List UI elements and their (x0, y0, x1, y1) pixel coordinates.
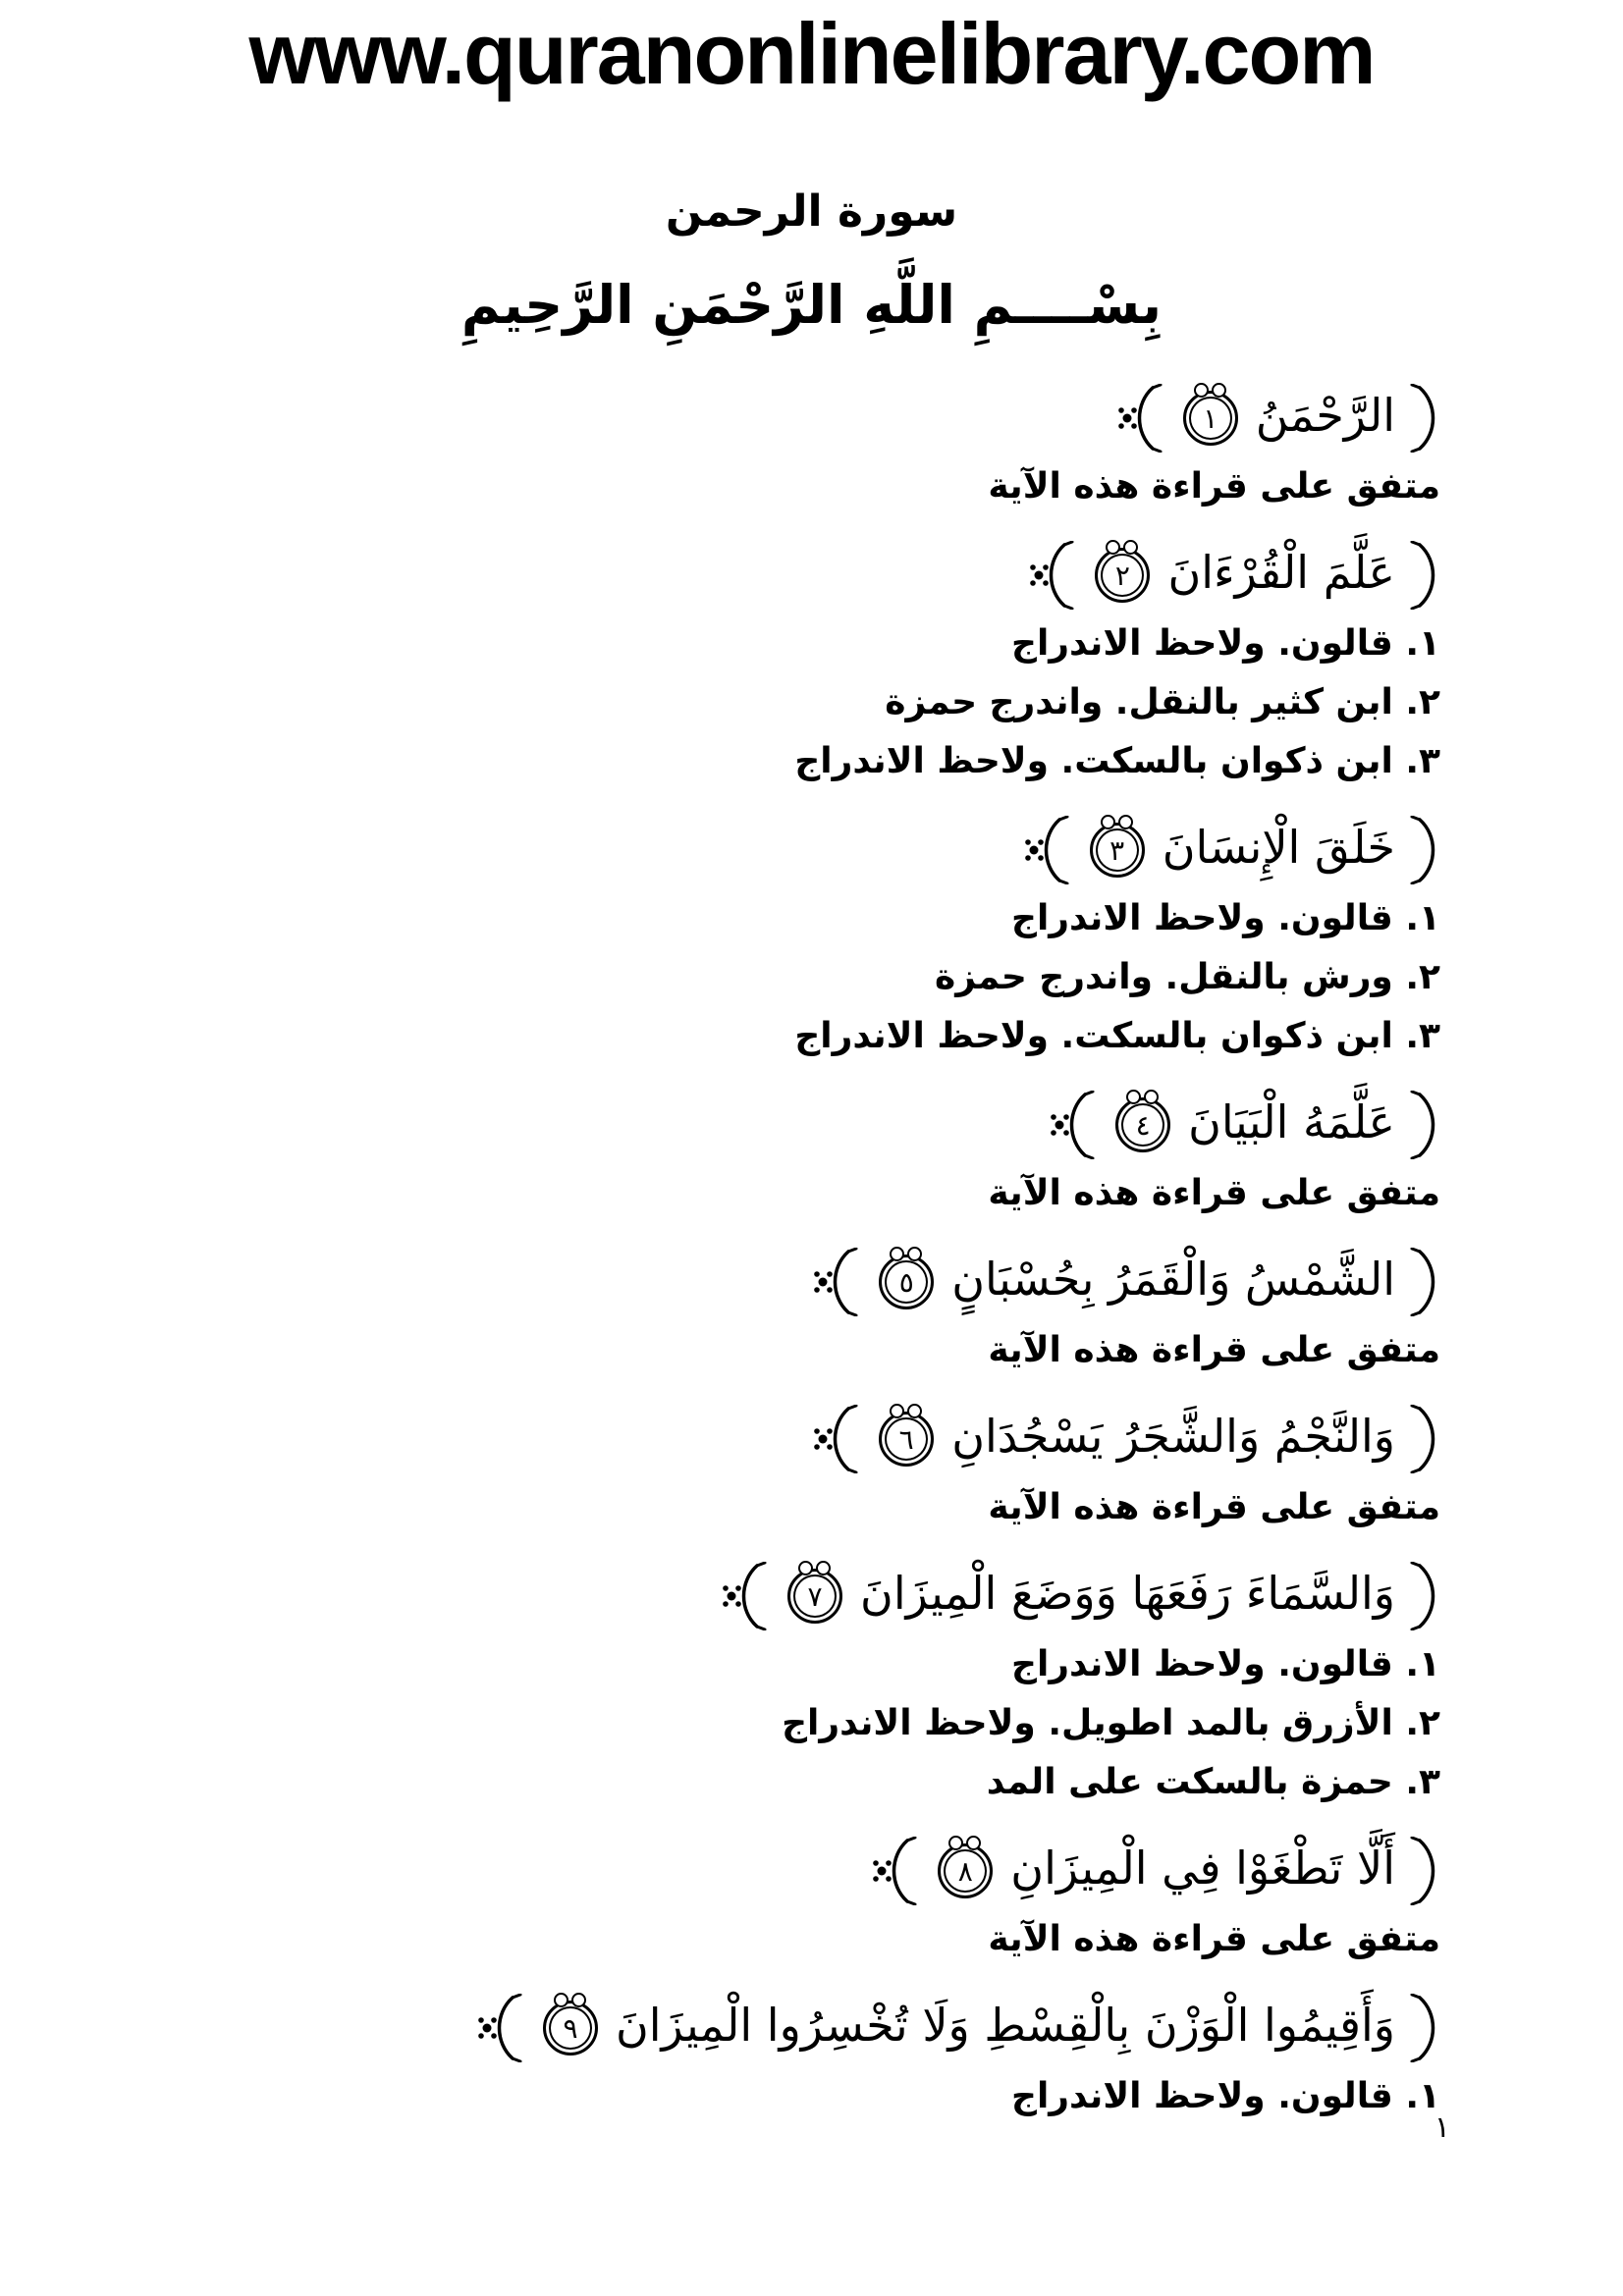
ayah-number: ٢ (1114, 560, 1130, 592)
verse-block (118, 1243, 1440, 1380)
qiraat-note-line: ٣. ابن ذكوان بالسكت. ولاحظ الاندراج (794, 741, 1440, 781)
ayah-number-medallion (787, 1569, 842, 1624)
qiraat-notes (118, 1321, 1440, 1380)
ornate-close-bracket-icon (1051, 1091, 1098, 1159)
verse-block (118, 811, 1440, 1066)
qiraat-notes (118, 614, 1440, 791)
verse-block (118, 1086, 1440, 1223)
qiraat-note-line: ٢. الأزرق بالمد اطويل. ولاحظ الاندراج (782, 1703, 1440, 1743)
ayah-number-medallion (1115, 1097, 1170, 1152)
verse-block (118, 1989, 1440, 2126)
basmala-calligraphy: بِسْــــمِ اللَّهِ الرَّحْمَنِ الرَّحِيمِ (460, 274, 1163, 336)
ornate-close-bracket-icon (1025, 816, 1072, 884)
ayah-line (118, 536, 1440, 614)
ornate-open-bracket-icon (1407, 1248, 1440, 1316)
ayah-line (118, 1243, 1440, 1321)
website-url-header: www.quranonlinelibrary.com (248, 5, 1375, 102)
ayah-number: ٥ (898, 1266, 914, 1299)
qiraat-note-line: ٢. ورش بالنقل. واندرج حمزة (935, 957, 1440, 997)
ornate-open-bracket-icon (1407, 541, 1440, 610)
qiraat-note-line: ١. قالون. ولاحظ الاندراج (1011, 2076, 1440, 2116)
ornate-open-bracket-icon (1407, 1405, 1440, 1473)
ayah-line (118, 1832, 1440, 1910)
ayah-number-medallion (1183, 391, 1238, 446)
ayah-number: ٤ (1135, 1109, 1151, 1142)
ayah-text: وَأَقِيمُوا الْوَزْنَ بِالْقِسْطِ وَلَا تُخْسِرُوا الْمِيزَانَ (615, 1999, 1395, 2052)
verses-container (0, 379, 1623, 2126)
ornate-close-bracket-icon (1118, 384, 1165, 453)
ornate-open-bracket-icon (1407, 816, 1440, 884)
ayah-line (118, 1400, 1440, 1478)
ayah-text: وَالنَّجْمُ وَالشَّجَرُ يَسْجُدَانِ (951, 1410, 1395, 1463)
qiraat-note-line: متفق على قراءة هذه الآية (988, 466, 1440, 507)
qiraat-notes (118, 457, 1440, 516)
verse-block (118, 536, 1440, 791)
qiraat-note-line: ١. قالون. ولاحظ الاندراج (1011, 898, 1440, 938)
qiraat-note-line: متفق على قراءة هذه الآية (988, 1173, 1440, 1213)
ornate-open-bracket-icon (1407, 1837, 1440, 1905)
ayah-line (118, 1086, 1440, 1164)
ornate-open-bracket-icon (1407, 384, 1440, 453)
qiraat-notes (118, 1910, 1440, 1969)
ornate-close-bracket-icon (814, 1405, 861, 1473)
ayah-number: ١ (1203, 402, 1218, 435)
ayah-line (118, 379, 1440, 457)
verse-block (118, 379, 1440, 516)
ornate-close-bracket-icon (723, 1562, 770, 1630)
qiraat-note-line: ٣. ابن ذكوان بالسكت. ولاحظ الاندراج (794, 1016, 1440, 1056)
ayah-line (118, 811, 1440, 889)
verse-block (118, 1400, 1440, 1537)
ayah-number-medallion (938, 1843, 993, 1898)
qiraat-notes (118, 2067, 1440, 2126)
ornate-close-bracket-icon (814, 1248, 861, 1316)
ornate-open-bracket-icon (1407, 1091, 1440, 1159)
qiraat-note-line: ٣. حمزة بالسكت على المد (986, 1762, 1440, 1802)
page-number: ١ (1434, 2110, 1450, 2145)
qiraat-notes (118, 1164, 1440, 1223)
ayah-text: عَلَّمَ الْقُرْءَانَ (1167, 546, 1395, 599)
ayah-line (118, 1989, 1440, 2067)
ayah-text: الشَّمْسُ وَالْقَمَرُ بِحُسْبَانٍ (951, 1253, 1395, 1306)
ayah-number-medallion (1095, 548, 1150, 603)
qiraat-note-line: ١. قالون. ولاحظ الاندراج (1011, 1644, 1440, 1684)
ayah-text: الرَّحْمَنُ (1255, 389, 1395, 442)
ayah-text: وَالسَّمَاءَ رَفَعَهَا وَوَضَعَ الْمِيزَانَ (860, 1567, 1395, 1620)
qiraat-notes (118, 1478, 1440, 1537)
ornate-open-bracket-icon (1407, 1562, 1440, 1630)
qiraat-note-line: متفق على قراءة هذه الآية (988, 1487, 1440, 1527)
verse-block (118, 1557, 1440, 1812)
ayah-text: عَلَّمَهُ الْبَيَانَ (1188, 1095, 1395, 1148)
ayah-number: ٣ (1109, 834, 1125, 867)
ayah-number-medallion (879, 1255, 934, 1309)
ayah-number: ٩ (563, 2012, 578, 2045)
ayah-number-medallion (879, 1412, 934, 1467)
qiraat-note-line: ٢. ابن كثير بالنقل. واندرج حمزة (885, 682, 1440, 722)
ayah-text: أَلَّا تَطْغَوْا فِي الْمِيزَانِ (1010, 1842, 1395, 1895)
ayah-number: ٦ (898, 1423, 914, 1456)
surah-title: سورة الرحمن (665, 187, 958, 237)
ornate-close-bracket-icon (478, 1994, 525, 2062)
qiraat-notes (118, 889, 1440, 1066)
ayah-text: خَلَقَ الْإِنسَانَ (1162, 821, 1395, 874)
ornate-open-bracket-icon (1407, 1994, 1440, 2062)
ayah-line (118, 1557, 1440, 1635)
ayah-number-medallion (543, 2001, 598, 2056)
ornate-close-bracket-icon (1030, 541, 1077, 610)
qiraat-note-line: متفق على قراءة هذه الآية (988, 1330, 1440, 1370)
ayah-number: ٧ (807, 1580, 823, 1613)
ayah-number: ٨ (957, 1855, 973, 1888)
ornate-close-bracket-icon (873, 1837, 920, 1905)
ayah-number-medallion (1090, 823, 1145, 878)
qiraat-note-line: ١. قالون. ولاحظ الاندراج (1011, 623, 1440, 664)
verse-block (118, 1832, 1440, 1969)
qiraat-note-line: متفق على قراءة هذه الآية (988, 1919, 1440, 1959)
qiraat-notes (118, 1635, 1440, 1812)
